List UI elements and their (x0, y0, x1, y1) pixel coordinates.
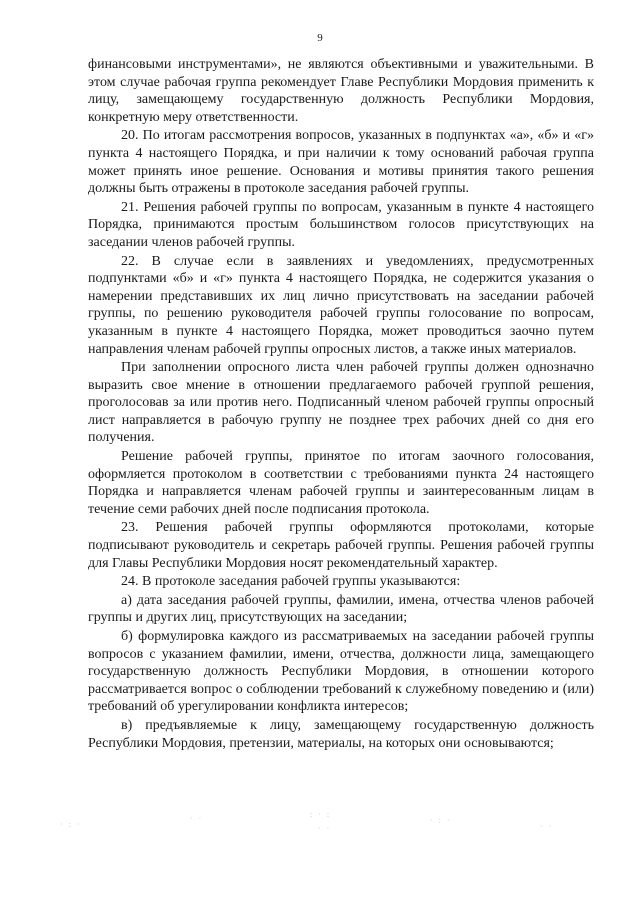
paragraph-item-24: 24. В протоколе заседания рабочей группы указываются: (121, 574, 461, 590)
paragraph-item-21: 21. Решения рабочей группы по вопросам, указанным в пункте 4 настоящего Порядка, принимаются простым большинством голосов присутствующих на заседании членов рабочей группы. (88, 199, 594, 250)
scan-speck: · · (318, 824, 332, 833)
paragraph-continuation: финансовыми инструментами», не являются объективными и уважительными. В этом случае рабочая группа рекомендует Главе Республики Мордовия применить к лицу, замещающему государственную должность Республики Мордовия, конкретную меру ответственности. (88, 57, 594, 125)
paragraph-item-24a: а) дата заседания рабочей группы, фамилии, имена, отчества членов рабочей группы и других лиц, присутствующих на заседании; (88, 592, 594, 626)
paragraph-item-20: 20. По итогам рассмотрения вопросов, указанных в подпунктах «а», «б» и «г» пункта 4 настоящего Порядка, и при наличии к тому оснований рабочая группа может принять иное решение. Основания и мотивы принятия такого решения должны быть отражены в протоколе заседания рабочей группы. (88, 128, 594, 197)
scan-speck: : · : (310, 810, 332, 819)
scan-artifacts (0, 810, 640, 870)
paragraph-questionnaire: При заполнении опросного листа член рабочей группы должен однозначно выразить свое мнение в отношении предлагаемого рабочей группой решения, проголосовав за или против него. Подписанный членом рабочей группы опросный лист направляется в рабочую группу не позднее трех рабочих дней со дня его получения. (88, 360, 594, 446)
paragraph-item-24v: в) предъявляемые к лицу, замещающему государственную должность Республики Мордовия, претензии, материалы, на которых они основываются; (88, 717, 594, 751)
scan-speck: · · (190, 814, 204, 823)
scan-speck: · : · (60, 820, 82, 829)
page-number: 9 (317, 32, 323, 44)
scan-speck: · : · (430, 816, 452, 825)
scan-speck: · · (540, 822, 554, 831)
paragraph-item-23: 23. Решения рабочей группы оформляются протоколами, которые подписывают руководитель и секретарь рабочей группы. Решения рабочей группы для Главы Республики Мордовия носят рекомендательный характер. (88, 520, 594, 571)
paragraph-absentee-decision: Решение рабочей группы, принятое по итогам заочного голосования, оформляется протоколом в соответствии с требованиями пункта 24 настоящего Порядка и направляется членам рабочей группы и заинтересованным лицам в течение семи рабочих дней после подписания протокола. (88, 449, 594, 517)
document-body (88, 56, 594, 753)
paragraph-item-24b: б) формулировка каждого из рассматриваемых на заседании рабочей группы вопросов с указанием фамилии, имени, отчества, должности лица, замещающего государственную должность Республики Мордовия, в отношении которого рассматривается вопрос о соблюдении требований к служебному поведению и (или) требований об урегулировании конфликта интересов; (88, 629, 594, 715)
paragraph-item-22: 22. В случае если в заявлениях и уведомлениях, предусмотренных подпунктами «б» и «г» пункта 4 настоящего Порядка, не содержится указания о намерении представивших их лиц лично присутствовать на заседании рабочей группы, по решению руководителя рабочей группы голосование по вопросам, указанным в пункте 4 настоящего Порядка, может проводиться заочно путем направления членам рабочей группы опросных листов, а также иных материалов. (88, 253, 594, 357)
